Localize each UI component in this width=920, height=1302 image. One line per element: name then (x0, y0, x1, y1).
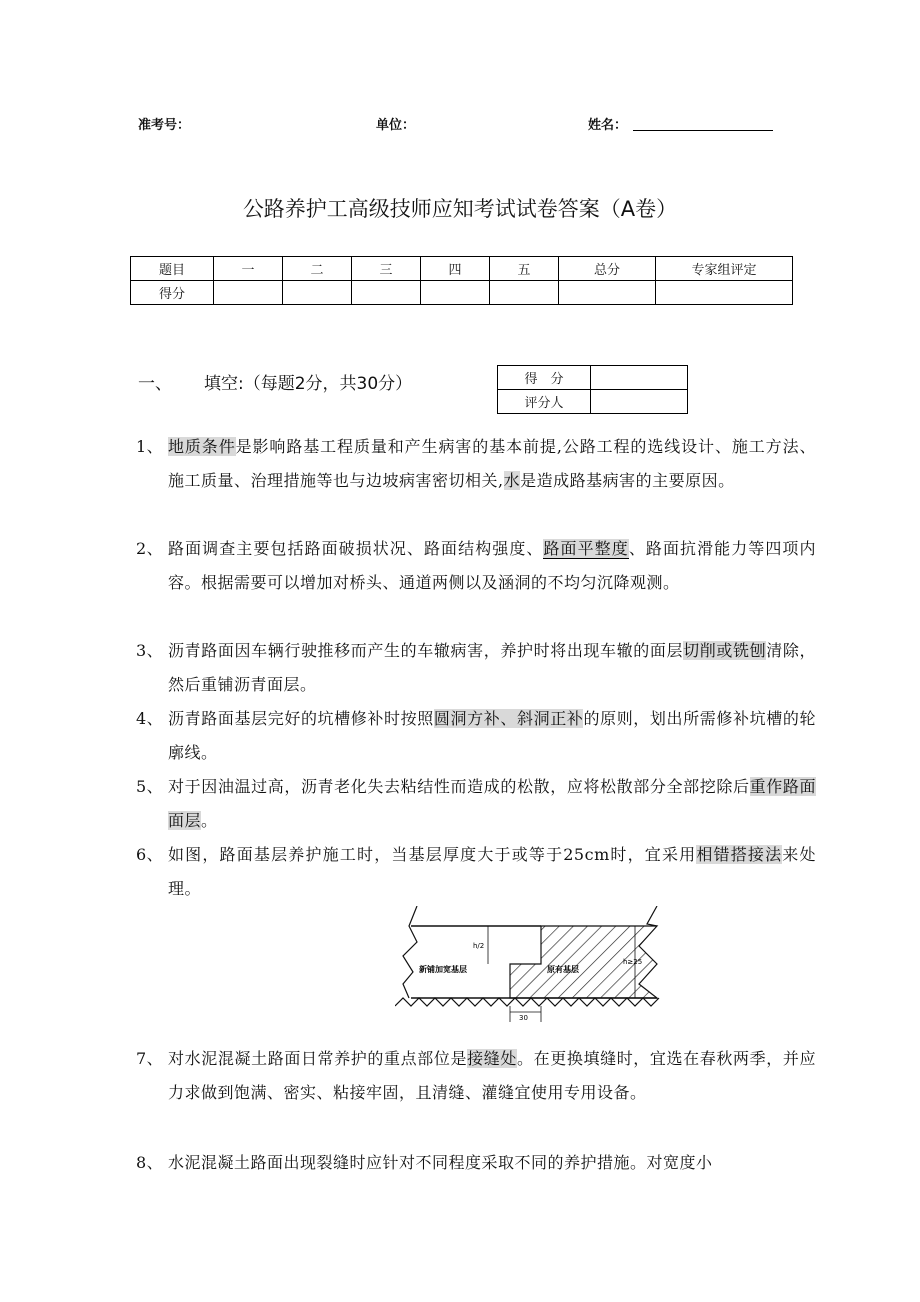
label-h2: h/2 (473, 942, 485, 950)
question-number: 8、 (136, 1153, 164, 1172)
table-row (131, 281, 793, 305)
answer-highlight: 路面平整度 (543, 539, 629, 558)
name-label: 姓名： (588, 118, 628, 133)
section-score-box (497, 365, 688, 414)
answer-highlight: 重作路面面层 (168, 777, 816, 830)
question-2 (136, 532, 816, 600)
section-heading (138, 369, 412, 394)
score-input-cell[interactable] (352, 281, 421, 305)
question-number: 3、 (136, 641, 164, 660)
question-number: 1、 (136, 437, 164, 456)
score-input-cell[interactable] (559, 281, 656, 305)
question-3 (136, 634, 816, 702)
question-text: 。在更换填缝时，宜选在春秋两季，并应力求做到饱满、密实、粘接牢固，且清缝、灌缝宜使用专用设备。 (168, 1049, 816, 1102)
question-number: 4、 (136, 709, 164, 728)
score-input-cell[interactable] (490, 281, 559, 305)
table-cell: 一 (214, 257, 283, 281)
ground-zigzag (395, 998, 659, 1006)
unit-label: 单位： (376, 118, 416, 133)
question-text: 、路面抗滑能力等四项内容。根据需要可以增加对桥头、通道两侧以及涵洞的不均匀沉降观测。 (168, 539, 816, 592)
section-number: 一、 (138, 374, 172, 394)
question-text: 水泥混凝土路面出现裂缝时应针对不同程度采取不同的养护措施。对宽度小 (168, 1153, 713, 1172)
question-5 (136, 770, 816, 838)
score-input-cell[interactable] (421, 281, 490, 305)
question-number: 7、 (136, 1049, 164, 1068)
table-row (498, 390, 688, 414)
label-new-base: 新铺加宽基层 (419, 965, 467, 974)
table-cell: 得分 (131, 281, 214, 305)
question-text: 是造成路基病害的主要原因。 (520, 471, 735, 490)
answer-highlight: 相错搭接法 (696, 845, 783, 864)
candidate-header (138, 114, 778, 134)
question-number: 6、 (136, 845, 164, 864)
answer-highlight: 圆洞方补、斜洞正补 (433, 709, 584, 728)
name-underline (633, 130, 773, 131)
answer-highlight: 水 (503, 471, 521, 490)
question-text: 的原则，划出所需修补坑槽的轮廓线。 (168, 709, 816, 762)
score-table (130, 256, 793, 305)
answer-highlight: 地质条件 (168, 437, 236, 456)
question-text: 对于因油温过高，沥青老化失去粘结性而造成的松散，应将松散部分全部挖除后 (168, 777, 750, 796)
table-cell: 专家组评定 (656, 257, 793, 281)
question-text: 路面调查主要包括路面破损状况、路面结构强度、 (168, 539, 544, 558)
section-title: 填空:（每题2分，共30分） (204, 374, 413, 394)
table-cell: 总分 (559, 257, 656, 281)
break-line-right (647, 906, 657, 926)
label-30: 30 (519, 1014, 528, 1022)
table-cell: 题目 (131, 257, 214, 281)
question-8 (136, 1146, 816, 1180)
question-text: 如图，路面基层养护施工时，当基层厚度大于或等于25cm时，宜采用 (168, 845, 697, 864)
table-cell: 五 (490, 257, 559, 281)
question-text: 对水泥混凝土路面日常养护的重点部位是 (168, 1049, 468, 1068)
label-existing-base: 原有基层 (547, 965, 579, 974)
grader-input-cell[interactable] (591, 390, 688, 414)
base-layer-diagram (395, 906, 665, 1022)
question-text: 。 (201, 811, 218, 830)
answer-highlight: 切削或铣刨 (683, 641, 767, 660)
grader-label: 评分人 (498, 390, 591, 414)
exam-number-label: 准考号： (138, 118, 191, 133)
table-row (498, 366, 688, 390)
question-7 (136, 1042, 816, 1110)
break-line-left (403, 906, 417, 998)
score-input-cell[interactable] (591, 366, 688, 390)
score-input-cell[interactable] (214, 281, 283, 305)
question-text: 来处理。 (168, 845, 816, 898)
question-text: 沥青路面因车辆行驶推移而产生的车辙病害，养护时将出现车辙的面层 (168, 641, 684, 660)
score-input-cell[interactable] (283, 281, 352, 305)
question-text: 清除，然后重铺沥青面层。 (168, 641, 816, 694)
answer-highlight: 接缝处 (467, 1049, 517, 1068)
question-text: 沥青路面基层完好的坑槽修补时按照 (168, 709, 434, 728)
table-row (131, 257, 793, 281)
score-input-cell[interactable] (656, 281, 793, 305)
table-cell: 二 (283, 257, 352, 281)
question-1 (136, 430, 816, 498)
question-4 (136, 702, 816, 770)
question-6 (136, 838, 816, 906)
page-title: 公路养护工高级技师应知考试试卷答案（A卷） (242, 197, 678, 221)
score-label: 得 分 (498, 366, 591, 390)
question-number: 2、 (136, 539, 164, 558)
table-cell: 四 (421, 257, 490, 281)
label-h25: h≥25 (623, 958, 643, 966)
question-number: 5、 (136, 777, 164, 796)
question-text: 是影响路基工程质量和产生病害的基本前提,公路工程的选线设计、施工方法、施工质量、治理措施等也与边坡病害密切相关, (168, 437, 816, 490)
table-cell: 三 (352, 257, 421, 281)
